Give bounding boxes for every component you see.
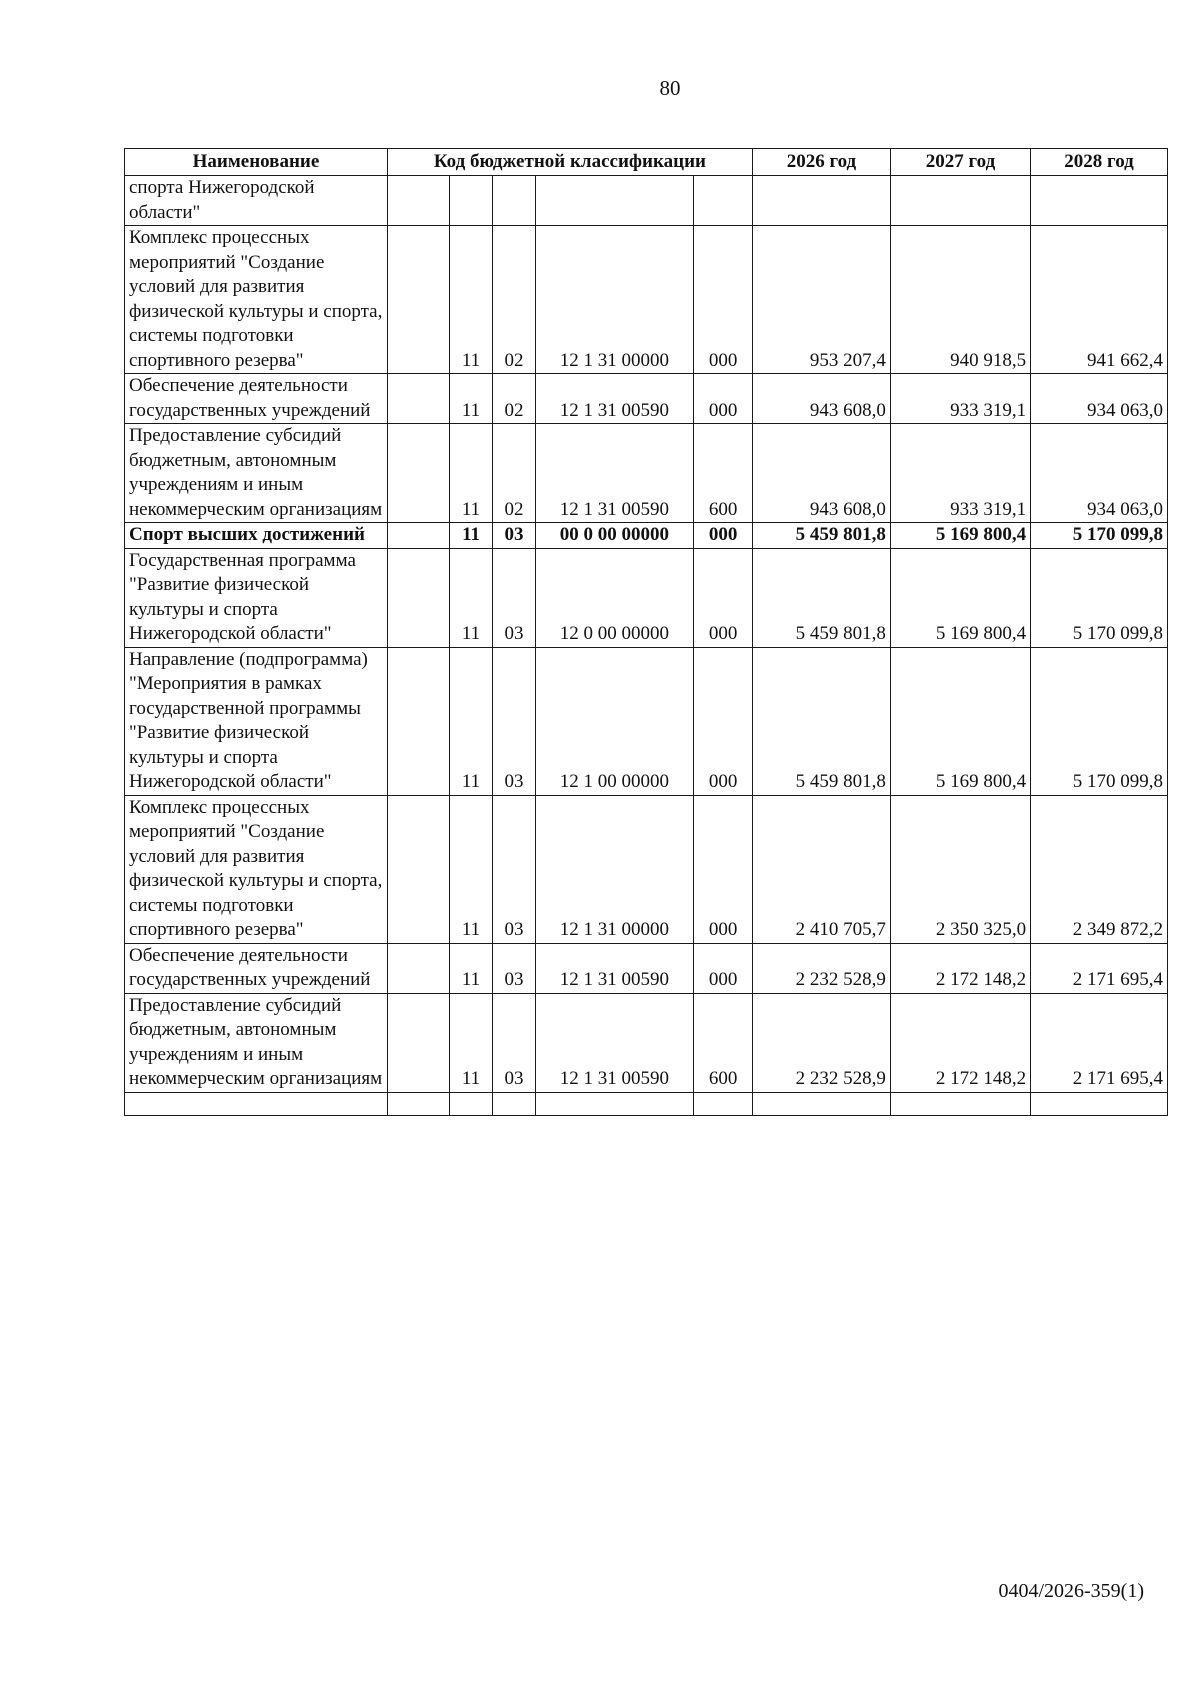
cell-empty xyxy=(493,1092,535,1115)
cell-empty xyxy=(535,1092,694,1115)
table-row xyxy=(125,647,1168,795)
cell-name: спорта Нижегородской области" xyxy=(125,176,388,226)
cell-2026: 5 459 801,8 xyxy=(752,647,890,795)
cell-name: Комплекс процессных мероприятий "Создание условий для развития физической культуры и спорта, системы подготовки спортивного резерва" xyxy=(125,226,388,374)
cell-2027: 933 319,1 xyxy=(890,424,1030,523)
cell-expense-type: 000 xyxy=(694,943,753,993)
cell-subsection xyxy=(493,176,535,226)
header-code: Код бюджетной классификации xyxy=(387,149,752,176)
cell-section: 11 xyxy=(449,548,492,647)
cell-empty xyxy=(752,1092,890,1115)
cell-target-article: 00 0 00 00000 xyxy=(535,523,694,549)
table-row xyxy=(125,943,1168,993)
table-row xyxy=(125,795,1168,943)
cell-gap xyxy=(387,374,449,424)
cell-target-article: 12 1 00 00000 xyxy=(535,647,694,795)
header-2026: 2026 год xyxy=(752,149,890,176)
cell-target-article: 12 1 31 00590 xyxy=(535,374,694,424)
cell-2027: 933 319,1 xyxy=(890,374,1030,424)
cell-expense-type: 000 xyxy=(694,647,753,795)
cell-2027: 2 350 325,0 xyxy=(890,795,1030,943)
cell-2026: 2 232 528,9 xyxy=(752,943,890,993)
cell-target-article: 12 0 00 00000 xyxy=(535,548,694,647)
cell-empty xyxy=(1031,1092,1168,1115)
cell-2028: 2 349 872,2 xyxy=(1031,795,1168,943)
cell-name: Комплекс процессных мероприятий "Создание условий для развития физической культуры и спорта, системы подготовки спортивного резерва" xyxy=(125,795,388,943)
cell-2027: 5 169 800,4 xyxy=(890,647,1030,795)
cell-2027: 940 918,5 xyxy=(890,226,1030,374)
cell-expense-type xyxy=(694,176,753,226)
cell-section: 11 xyxy=(449,795,492,943)
cell-subsection: 03 xyxy=(493,943,535,993)
cell-subsection: 02 xyxy=(493,226,535,374)
cell-2028: 5 170 099,8 xyxy=(1031,548,1168,647)
cell-subsection: 03 xyxy=(493,548,535,647)
header-2028: 2028 год xyxy=(1031,149,1168,176)
cell-subsection: 02 xyxy=(493,374,535,424)
cell-gap xyxy=(387,176,449,226)
cell-2028: 934 063,0 xyxy=(1031,424,1168,523)
cell-target-article: 12 1 31 00590 xyxy=(535,993,694,1092)
cell-2027: 5 169 800,4 xyxy=(890,523,1030,549)
cell-2026 xyxy=(752,176,890,226)
cell-expense-type: 000 xyxy=(694,374,753,424)
cell-name: Обеспечение деятельности государственных учреждений xyxy=(125,943,388,993)
cell-2027: 5 169 800,4 xyxy=(890,548,1030,647)
cell-2027 xyxy=(890,176,1030,226)
table-row-empty xyxy=(125,1092,1168,1115)
cell-target-article xyxy=(535,176,694,226)
cell-2028: 2 171 695,4 xyxy=(1031,993,1168,1092)
cell-subsection: 03 xyxy=(493,523,535,549)
cell-expense-type: 000 xyxy=(694,523,753,549)
cell-2027: 2 172 148,2 xyxy=(890,993,1030,1092)
cell-target-article: 12 1 31 00000 xyxy=(535,795,694,943)
cell-empty xyxy=(125,1092,388,1115)
table-row xyxy=(125,424,1168,523)
cell-empty xyxy=(694,1092,753,1115)
cell-2026: 943 608,0 xyxy=(752,424,890,523)
cell-target-article: 12 1 31 00000 xyxy=(535,226,694,374)
cell-2026: 5 459 801,8 xyxy=(752,523,890,549)
cell-expense-type: 000 xyxy=(694,226,753,374)
cell-gap xyxy=(387,548,449,647)
table-header-row xyxy=(125,149,1168,176)
table-row xyxy=(125,993,1168,1092)
cell-empty xyxy=(449,1092,492,1115)
budget-table xyxy=(124,148,1168,1116)
cell-section: 11 xyxy=(449,647,492,795)
cell-subsection: 02 xyxy=(493,424,535,523)
cell-2026: 953 207,4 xyxy=(752,226,890,374)
cell-2026: 2 410 705,7 xyxy=(752,795,890,943)
cell-gap xyxy=(387,647,449,795)
cell-gap xyxy=(387,943,449,993)
cell-section: 11 xyxy=(449,374,492,424)
cell-name: Государственная программа "Развитие физической культуры и спорта Нижегородской области" xyxy=(125,548,388,647)
cell-target-article: 12 1 31 00590 xyxy=(535,424,694,523)
cell-empty xyxy=(890,1092,1030,1115)
cell-2026: 5 459 801,8 xyxy=(752,548,890,647)
table-row xyxy=(125,548,1168,647)
cell-expense-type: 600 xyxy=(694,424,753,523)
table-row xyxy=(125,374,1168,424)
cell-2028: 941 662,4 xyxy=(1031,226,1168,374)
cell-2028 xyxy=(1031,176,1168,226)
cell-section: 11 xyxy=(449,424,492,523)
cell-expense-type: 600 xyxy=(694,993,753,1092)
cell-subsection: 03 xyxy=(493,993,535,1092)
cell-expense-type: 000 xyxy=(694,795,753,943)
header-2027: 2027 год xyxy=(890,149,1030,176)
cell-name: Предоставление субсидий бюджетным, автономным учреждениям и иным некоммерческим организациям xyxy=(125,993,388,1092)
cell-name: Направление (подпрограмма) "Мероприятия в рамках государственной программы "Развитие физической культуры и спорта Нижегородской области" xyxy=(125,647,388,795)
table-row xyxy=(125,176,1168,226)
cell-2028: 5 170 099,8 xyxy=(1031,523,1168,549)
cell-section: 11 xyxy=(449,993,492,1092)
table-row xyxy=(125,226,1168,374)
page-number: 80 xyxy=(659,76,681,100)
cell-target-article: 12 1 31 00590 xyxy=(535,943,694,993)
cell-2028: 934 063,0 xyxy=(1031,374,1168,424)
cell-name: Предоставление субсидий бюджетным, автономным учреждениям и иным некоммерческим организациям xyxy=(125,424,388,523)
cell-section xyxy=(449,176,492,226)
table-row xyxy=(125,523,1168,549)
header-name: Наименование xyxy=(125,149,388,176)
cell-2026: 2 232 528,9 xyxy=(752,993,890,1092)
cell-subsection: 03 xyxy=(493,647,535,795)
cell-2028: 2 171 695,4 xyxy=(1031,943,1168,993)
cell-name: Спорт высших достижений xyxy=(125,523,388,549)
cell-empty xyxy=(387,1092,449,1115)
cell-name: Обеспечение деятельности государственных учреждений xyxy=(125,374,388,424)
cell-2028: 5 170 099,8 xyxy=(1031,647,1168,795)
cell-2027: 2 172 148,2 xyxy=(890,943,1030,993)
cell-section: 11 xyxy=(449,943,492,993)
cell-gap xyxy=(387,795,449,943)
cell-gap xyxy=(387,226,449,374)
cell-gap xyxy=(387,993,449,1092)
cell-expense-type: 000 xyxy=(694,548,753,647)
cell-subsection: 03 xyxy=(493,795,535,943)
cell-section: 11 xyxy=(449,226,492,374)
cell-gap xyxy=(387,424,449,523)
cell-gap xyxy=(387,523,449,549)
cell-section: 11 xyxy=(449,523,492,549)
cell-2026: 943 608,0 xyxy=(752,374,890,424)
document-code: 0404/2026-359(1) xyxy=(998,1580,1144,1602)
